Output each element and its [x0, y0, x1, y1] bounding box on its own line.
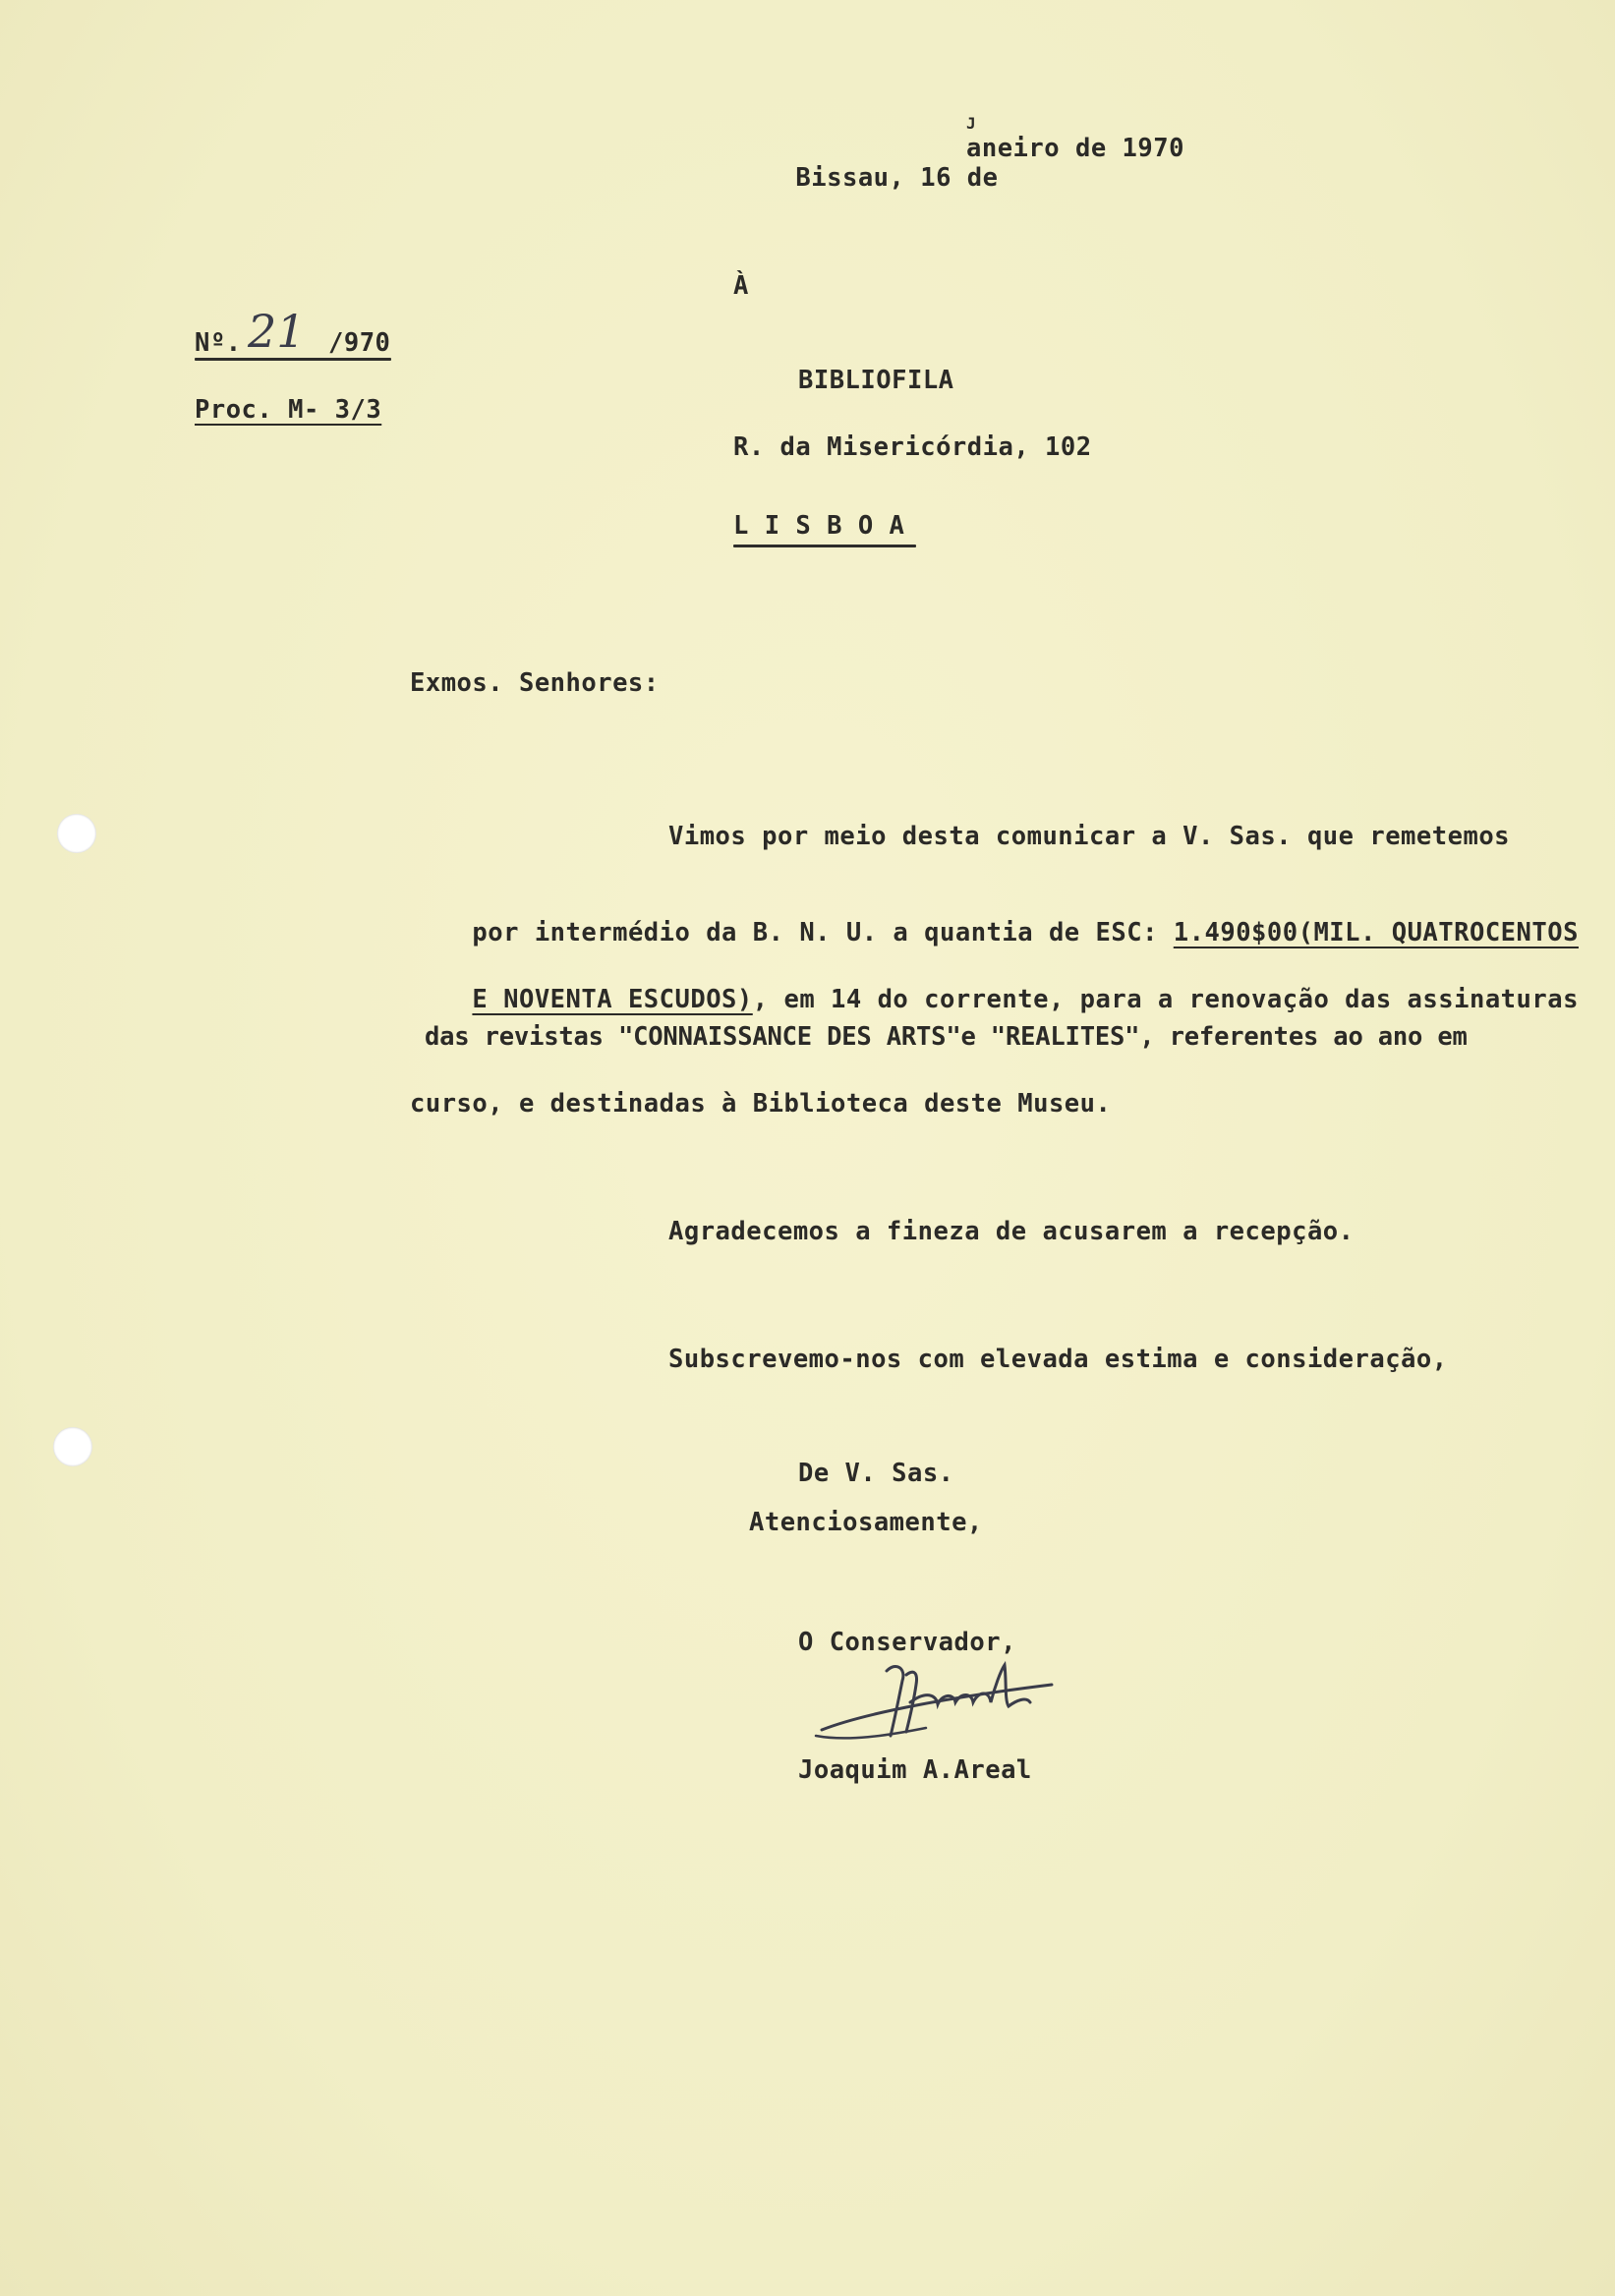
body-line-2-text: por intermédio da B. N. U. a quantia de ESC: [472, 918, 1174, 947]
body-line-1: Vimos por meio desta comunicar a V. Sas. que remetemos [668, 822, 1511, 851]
reference-number-handwritten: 21 [248, 305, 306, 358]
process-reference: Proc. M- 3/3 [195, 395, 382, 425]
reference-number-suffix: /970 [328, 328, 391, 358]
body-line-5: curso, e destinadas à Biblioteca deste Museu. [410, 1089, 1112, 1119]
address-mark: À [733, 271, 749, 301]
correction-mark: J [966, 114, 977, 133]
signatory-name: Joaquim A.Areal [798, 1755, 1032, 1785]
date-line [733, 134, 999, 222]
recipient-city: L I S B O A [733, 511, 905, 541]
body-paragraph-3: Subscrevemo-nos com elevada estima e consideração, [668, 1345, 1448, 1374]
handwritten-signature [808, 1651, 1064, 1750]
closing-line-2: Atenciosamente, [749, 1508, 983, 1537]
amount-figure: 1.490$00(MIL. QUATROCENTOS [1173, 918, 1579, 947]
body-line-3-text: , em 14 do corrente, para a renovação das assinaturas [752, 985, 1579, 1014]
amount-words: E NOVENTA ESCUDOS) [472, 985, 753, 1014]
punch-hole-bottom [53, 1427, 92, 1466]
reference-number-underline [195, 358, 391, 361]
recipient-city-underline [733, 545, 916, 547]
reference-number-prefix: Nº. [195, 328, 242, 358]
recipient-street: R. da Misericórdia, 102 [733, 432, 1092, 462]
body-paragraph-2: Agradecemos a fineza de acusarem a recepção. [668, 1217, 1355, 1246]
body-line-4: das revistas "CONNAISSANCE DES ARTS"e "REALITES", referentes ao ano em [425, 1022, 1468, 1052]
place-date: Bissau, 16 de [795, 163, 999, 193]
salutation: Exmos. Senhores: [410, 668, 660, 698]
signatory-role: O Conservador, [798, 1628, 1016, 1657]
recipient-name: BIBLIOFILA [798, 366, 954, 395]
closing-line-1: De V. Sas. [798, 1459, 954, 1488]
date-rest: aneiro de 1970 [966, 134, 1184, 163]
punch-hole-top [57, 814, 96, 853]
